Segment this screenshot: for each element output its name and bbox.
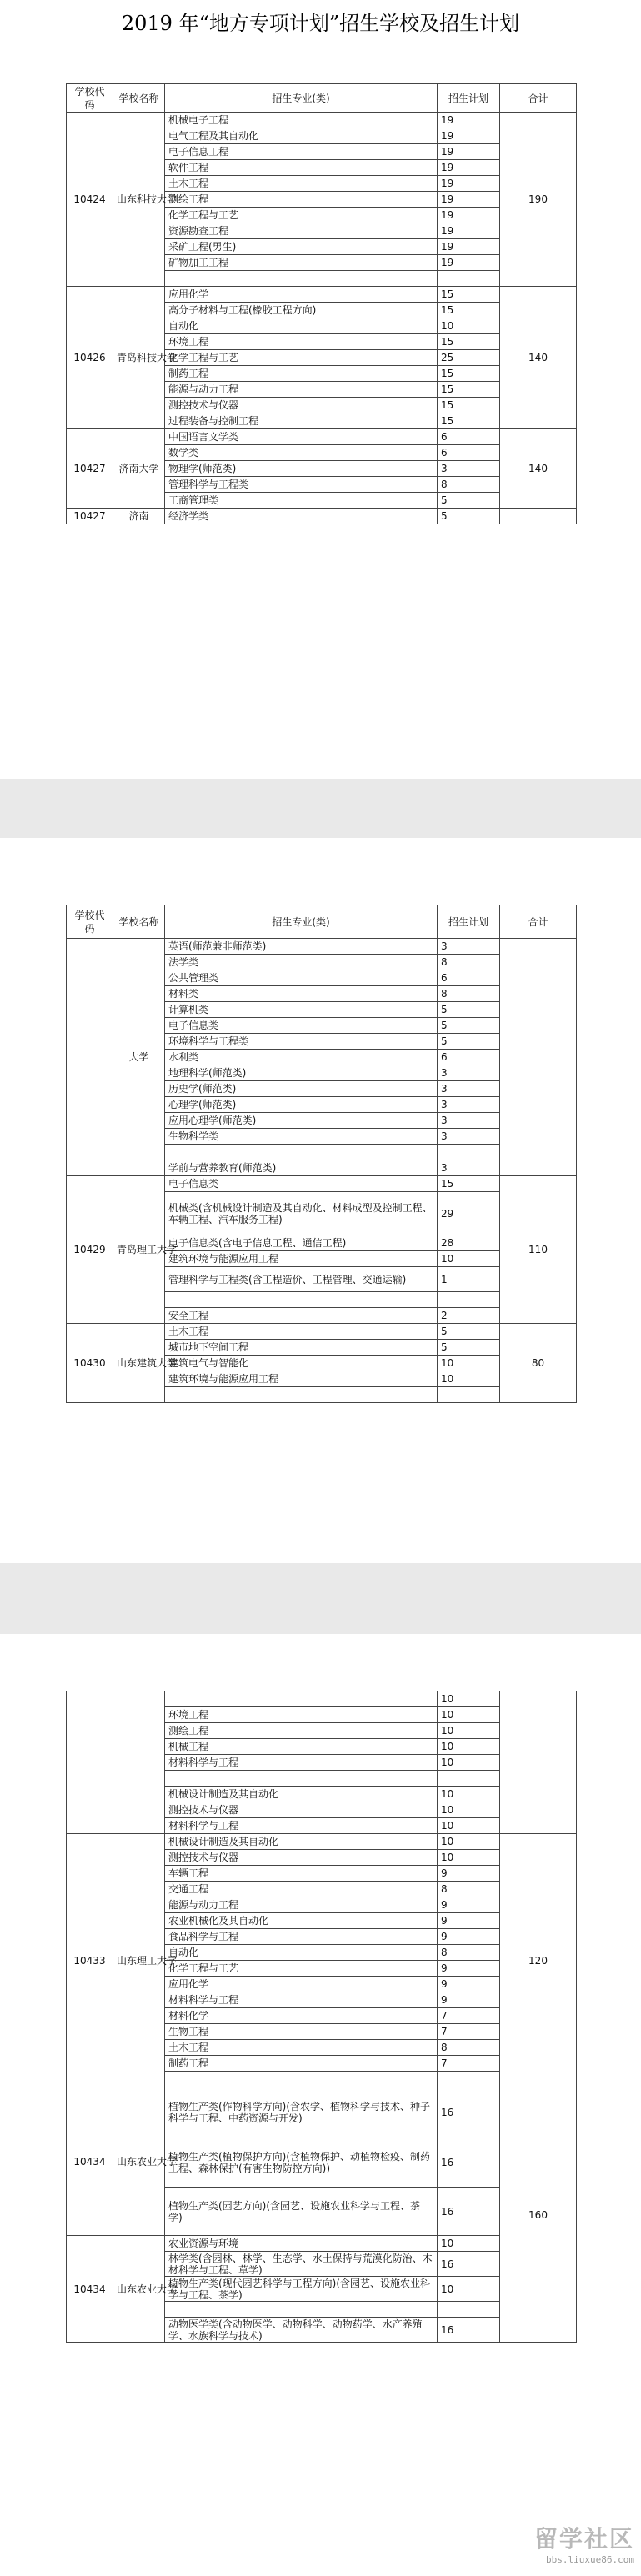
- enrollment-quota: 19: [438, 128, 500, 144]
- major-name: 软件工程: [165, 160, 438, 176]
- enrollment-quota: 10: [438, 2236, 500, 2252]
- enrollment-quota: 8: [438, 1882, 500, 1897]
- major-name: 能源与动力工程: [165, 382, 438, 398]
- major-name: 农业资源与环境: [165, 2236, 438, 2252]
- major-name: 工商管理类: [165, 493, 438, 509]
- enrollment-quota: [438, 2302, 500, 2318]
- enrollment-quota: 8: [438, 955, 500, 970]
- site-watermark: [509, 2521, 634, 2571]
- major-name: 环境工程: [165, 1707, 438, 1723]
- school-name: 济南: [113, 509, 165, 524]
- major-name: 农业机械化及其自动化: [165, 1913, 438, 1929]
- enrollment-quota: 19: [438, 239, 500, 255]
- school-total: 160: [500, 2087, 577, 2343]
- major-name: 电子信息类: [165, 1176, 438, 1192]
- school-code: [67, 1802, 113, 1834]
- enrollment-quota: 25: [438, 350, 500, 366]
- enrollment-quota: 10: [438, 1818, 500, 1834]
- major-name: 计算机类: [165, 1002, 438, 1018]
- school-total: [500, 939, 577, 1176]
- enrollment-quota: 19: [438, 255, 500, 271]
- enrollment-quota: 19: [438, 208, 500, 223]
- major-name: 植物生产类(现代园艺科学与工程方向)(含园艺、设施农业科学与工程、茶学): [165, 2277, 438, 2302]
- major-name: 水利类: [165, 1050, 438, 1065]
- major-name: 机械设计制造及其自动化: [165, 1787, 438, 1802]
- table-row: [67, 287, 577, 303]
- major-name: 建筑电气与智能化: [165, 1356, 438, 1371]
- enrollment-quota: 2: [438, 1308, 500, 1324]
- major-name: 机械设计制造及其自动化: [165, 1834, 438, 1850]
- major-name: 制药工程: [165, 2056, 438, 2072]
- enrollment-quota: 10: [438, 1691, 500, 1707]
- enrollment-quota: 10: [438, 1834, 500, 1850]
- document-page-1: [0, 0, 641, 779]
- enrollment-quota: 8: [438, 986, 500, 1002]
- school-total: 80: [500, 1324, 577, 1403]
- header-name: 学校名称: [113, 84, 165, 113]
- watermark-url: bbs.liuxue86.com: [546, 2554, 634, 2565]
- enrollment-quota: [438, 271, 500, 287]
- major-name: [165, 271, 438, 287]
- major-name: 测绘工程: [165, 192, 438, 208]
- major-name: 电子信息类: [165, 1018, 438, 1034]
- major-name: 材料类: [165, 986, 438, 1002]
- major-name: [165, 2302, 438, 2318]
- major-name: 生物工程: [165, 2024, 438, 2040]
- school-name: 山东建筑大学: [113, 1324, 165, 1403]
- school-code: [67, 939, 113, 1176]
- major-name: 学前与营养教育(师范类): [165, 1160, 438, 1176]
- table-header-row: [67, 905, 577, 939]
- major-name: 测控技术与仪器: [165, 1802, 438, 1818]
- major-name: 车辆工程: [165, 1866, 438, 1882]
- header-total: 合计: [500, 84, 577, 113]
- major-name: 心理学(师范类): [165, 1097, 438, 1113]
- major-name: 测绘工程: [165, 1723, 438, 1739]
- enrollment-quota: 10: [438, 1755, 500, 1771]
- school-name: [113, 1691, 165, 1802]
- major-name: 应用化学: [165, 287, 438, 303]
- major-name: 经济学类: [165, 509, 438, 524]
- enrollment-quota: 9: [438, 1929, 500, 1945]
- document-title: 2019 年“地方专项计划”招生学校及招生计划: [121, 12, 520, 35]
- enrollment-quota: 1: [438, 1267, 500, 1292]
- major-name: 土木工程: [165, 2040, 438, 2056]
- major-name: 自动化: [165, 1945, 438, 1961]
- major-name: 历史学(师范类): [165, 1081, 438, 1097]
- school-total: [500, 509, 577, 524]
- header-quota: 招生计划: [438, 84, 500, 113]
- major-name: 采矿工程(男生): [165, 239, 438, 255]
- enrollment-quota: 19: [438, 192, 500, 208]
- major-name: 林学类(含园林、林学、生态学、水土保持与荒漠化防治、木材科学与工程、草学): [165, 2252, 438, 2277]
- school-total: 120: [500, 1834, 577, 2087]
- major-name: 资源勘查工程: [165, 223, 438, 239]
- enrollment-quota: 19: [438, 144, 500, 160]
- table-row: [67, 2087, 577, 2137]
- enrollment-quota: 7: [438, 2024, 500, 2040]
- school-total: 140: [500, 429, 577, 509]
- header-code: 学校代码: [67, 84, 113, 113]
- school-total: 140: [500, 287, 577, 429]
- header-major: 招生专业(类): [165, 84, 438, 113]
- major-name: [165, 1292, 438, 1308]
- enrollment-quota: 10: [438, 1739, 500, 1755]
- major-name: 化学工程与工艺: [165, 1961, 438, 1977]
- major-name: [165, 2072, 438, 2087]
- school-code: 10434: [67, 2087, 113, 2236]
- major-name: 数学类: [165, 445, 438, 461]
- enrollment-quota: 16: [438, 2087, 500, 2137]
- enrollment-quota: 29: [438, 1192, 500, 1235]
- enrollment-quota: 3: [438, 1097, 500, 1113]
- enrollment-quota: 28: [438, 1235, 500, 1251]
- school-total: [500, 1802, 577, 1834]
- enrollment-quota: 9: [438, 1961, 500, 1977]
- major-name: 化学工程与工艺: [165, 350, 438, 366]
- plan-table-page-2: [66, 905, 577, 1403]
- major-name: 法学类: [165, 955, 438, 970]
- enrollment-quota: [438, 1292, 500, 1308]
- enrollment-quota: 3: [438, 1065, 500, 1081]
- document-page-3: [0, 1634, 641, 2576]
- major-name: 物理学(师范类): [165, 461, 438, 477]
- enrollment-quota: 8: [438, 477, 500, 493]
- school-code: 10434: [67, 2236, 113, 2343]
- enrollment-quota: 10: [438, 1707, 500, 1723]
- school-name: 大学: [113, 939, 165, 1176]
- major-name: 测控技术与仪器: [165, 1850, 438, 1866]
- school-name: 山东农业大学: [113, 2087, 165, 2236]
- major-name: 材料科学与工程: [165, 1755, 438, 1771]
- enrollment-quota: 3: [438, 461, 500, 477]
- major-name: 化学工程与工艺: [165, 208, 438, 223]
- enrollment-quota: 9: [438, 1897, 500, 1913]
- major-name: [165, 1387, 438, 1403]
- major-name: 地理科学(师范类): [165, 1065, 438, 1081]
- major-name: 材料科学与工程: [165, 1818, 438, 1834]
- plan-table-page-1: [66, 83, 577, 524]
- major-name: 环境工程: [165, 334, 438, 350]
- enrollment-quota: 3: [438, 939, 500, 955]
- school-name: 山东农业大学: [113, 2236, 165, 2343]
- enrollment-quota: 15: [438, 1176, 500, 1192]
- school-code: 10433: [67, 1834, 113, 2087]
- enrollment-quota: 15: [438, 334, 500, 350]
- page-gap: [0, 779, 641, 838]
- major-name: 交通工程: [165, 1882, 438, 1897]
- page-gap: [0, 1563, 641, 1634]
- header-name: 学校名称: [113, 905, 165, 939]
- enrollment-quota: 10: [438, 318, 500, 334]
- major-name: [165, 1691, 438, 1707]
- enrollment-quota: 15: [438, 366, 500, 382]
- major-name: 英语(师范兼非师范类): [165, 939, 438, 955]
- enrollment-quota: 16: [438, 2252, 500, 2277]
- table-header-row: [67, 84, 577, 113]
- school-total: [500, 1691, 577, 1802]
- enrollment-quota: 6: [438, 429, 500, 445]
- enrollment-quota: 3: [438, 1129, 500, 1145]
- major-name: 过程装备与控制工程: [165, 413, 438, 429]
- enrollment-quota: 6: [438, 970, 500, 986]
- enrollment-quota: 10: [438, 1723, 500, 1739]
- major-name: 建筑环境与能源应用工程: [165, 1371, 438, 1387]
- enrollment-quota: 19: [438, 160, 500, 176]
- major-name: 机械工程: [165, 1739, 438, 1755]
- major-name: [165, 1771, 438, 1787]
- enrollment-quota: [438, 1145, 500, 1160]
- school-code: 10429: [67, 1176, 113, 1324]
- header-code: 学校代码: [67, 905, 113, 939]
- enrollment-quota: 16: [438, 2318, 500, 2343]
- enrollment-quota: 9: [438, 1992, 500, 2008]
- major-name: 生物科学类: [165, 1129, 438, 1145]
- major-name: 机械电子工程: [165, 113, 438, 128]
- enrollment-quota: 5: [438, 493, 500, 509]
- enrollment-quota: 5: [438, 509, 500, 524]
- major-name: 制药工程: [165, 366, 438, 382]
- major-name: 材料化学: [165, 2008, 438, 2024]
- enrollment-quota: 10: [438, 1850, 500, 1866]
- header-major: 招生专业(类): [165, 905, 438, 939]
- enrollment-quota: 8: [438, 1945, 500, 1961]
- major-name: 植物生产类(园艺方向)(含园艺、设施农业科学与工程、茶学): [165, 2188, 438, 2236]
- enrollment-quota: 19: [438, 176, 500, 192]
- major-name: 动物医学类(含动物医学、动物科学、动物药学、水产养殖学、水族科学与技术): [165, 2318, 438, 2343]
- school-code: 10427: [67, 429, 113, 509]
- school-code: [67, 1691, 113, 1802]
- enrollment-quota: 10: [438, 1356, 500, 1371]
- major-name: 管理科学与工程类: [165, 477, 438, 493]
- enrollment-quota: 16: [438, 2137, 500, 2188]
- major-name: 电子信息工程: [165, 144, 438, 160]
- document-page-2: [0, 838, 641, 1563]
- enrollment-quota: 15: [438, 382, 500, 398]
- header-total: 合计: [500, 905, 577, 939]
- major-name: 建筑环境与能源应用工程: [165, 1251, 438, 1267]
- enrollment-quota: 9: [438, 1866, 500, 1882]
- enrollment-quota: 8: [438, 2040, 500, 2056]
- major-name: 土木工程: [165, 176, 438, 192]
- enrollment-quota: 15: [438, 398, 500, 413]
- major-name: [165, 1145, 438, 1160]
- school-code: 10430: [67, 1324, 113, 1403]
- enrollment-quota: [438, 2072, 500, 2087]
- major-name: 机械类(含机械设计制造及其自动化、材料成型及控制工程、车辆工程、汽车服务工程): [165, 1192, 438, 1235]
- enrollment-quota: 6: [438, 445, 500, 461]
- enrollment-quota: 3: [438, 1081, 500, 1097]
- major-name: 材料科学与工程: [165, 1992, 438, 2008]
- major-name: 城市地下空间工程: [165, 1340, 438, 1356]
- watermark-text: 留学社区: [533, 2525, 634, 2553]
- major-name: 中国语言文学类: [165, 429, 438, 445]
- enrollment-quota: [438, 1387, 500, 1403]
- major-name: 测控技术与仪器: [165, 398, 438, 413]
- major-name: 安全工程: [165, 1308, 438, 1324]
- major-name: 应用心理学(师范类): [165, 1113, 438, 1129]
- school-name: 青岛科技大学: [113, 287, 165, 429]
- major-name: 植物生产类(作物科学方向)(含农学、植物科学与技术、种子科学与工程、中药资源与开发): [165, 2087, 438, 2137]
- enrollment-quota: 5: [438, 1018, 500, 1034]
- enrollment-quota: 10: [438, 1371, 500, 1387]
- header-quota: 招生计划: [438, 905, 500, 939]
- major-name: 管理科学与工程类(含工程造价、工程管理、交通运输): [165, 1267, 438, 1292]
- major-name: 自动化: [165, 318, 438, 334]
- major-name: 电气工程及其自动化: [165, 128, 438, 144]
- enrollment-quota: 15: [438, 303, 500, 318]
- enrollment-quota: 15: [438, 287, 500, 303]
- plan-table-page-3: [66, 1691, 577, 2343]
- school-name: 青岛理工大学: [113, 1176, 165, 1324]
- table-row: [67, 1802, 577, 1818]
- major-name: 公共管理类: [165, 970, 438, 986]
- school-code: 10424: [67, 113, 113, 287]
- enrollment-quota: 19: [438, 223, 500, 239]
- school-name: 山东科技大学: [113, 113, 165, 287]
- enrollment-quota: 6: [438, 1050, 500, 1065]
- table-row: [67, 509, 577, 524]
- major-name: 应用化学: [165, 1977, 438, 1992]
- school-code: 10426: [67, 287, 113, 429]
- enrollment-quota: 10: [438, 1802, 500, 1818]
- enrollment-quota: 5: [438, 1034, 500, 1050]
- major-name: 矿物加工工程: [165, 255, 438, 271]
- school-name: 济南大学: [113, 429, 165, 509]
- major-name: 植物生产类(植物保护方向)(含植物保护、动植物检疫、制药工程、森林保护(有害生物防控方向)): [165, 2137, 438, 2188]
- table-row: [67, 939, 577, 955]
- school-total: 110: [500, 1176, 577, 1324]
- school-name: 山东理工大学: [113, 1834, 165, 2087]
- enrollment-quota: 10: [438, 2277, 500, 2302]
- table-row: [67, 113, 577, 128]
- enrollment-quota: 5: [438, 1324, 500, 1340]
- school-name: [113, 1802, 165, 1834]
- enrollment-quota: 7: [438, 2056, 500, 2072]
- enrollment-quota: 15: [438, 413, 500, 429]
- enrollment-quota: 10: [438, 1251, 500, 1267]
- major-name: 土木工程: [165, 1324, 438, 1340]
- enrollment-quota: 3: [438, 1160, 500, 1176]
- table-row: [67, 1324, 577, 1340]
- enrollment-quota: 19: [438, 113, 500, 128]
- major-name: 电子信息类(含电子信息工程、通信工程): [165, 1235, 438, 1251]
- enrollment-quota: 16: [438, 2188, 500, 2236]
- enrollment-quota: 10: [438, 1787, 500, 1802]
- major-name: 环境科学与工程类: [165, 1034, 438, 1050]
- major-name: 食品科学与工程: [165, 1929, 438, 1945]
- table-row: [67, 429, 577, 445]
- major-name: 能源与动力工程: [165, 1897, 438, 1913]
- enrollment-quota: 9: [438, 1913, 500, 1929]
- enrollment-quota: 5: [438, 1340, 500, 1356]
- school-total: 190: [500, 113, 577, 287]
- enrollment-quota: [438, 1771, 500, 1787]
- major-name: 高分子材料与工程(橡胶工程方向): [165, 303, 438, 318]
- enrollment-quota: 5: [438, 1002, 500, 1018]
- enrollment-quota: 7: [438, 2008, 500, 2024]
- table-row: [67, 1834, 577, 1850]
- school-code: 10427: [67, 509, 113, 524]
- enrollment-quota: 9: [438, 1977, 500, 1992]
- table-row: [67, 1691, 577, 1707]
- enrollment-quota: 3: [438, 1113, 500, 1129]
- table-row: [67, 1176, 577, 1192]
